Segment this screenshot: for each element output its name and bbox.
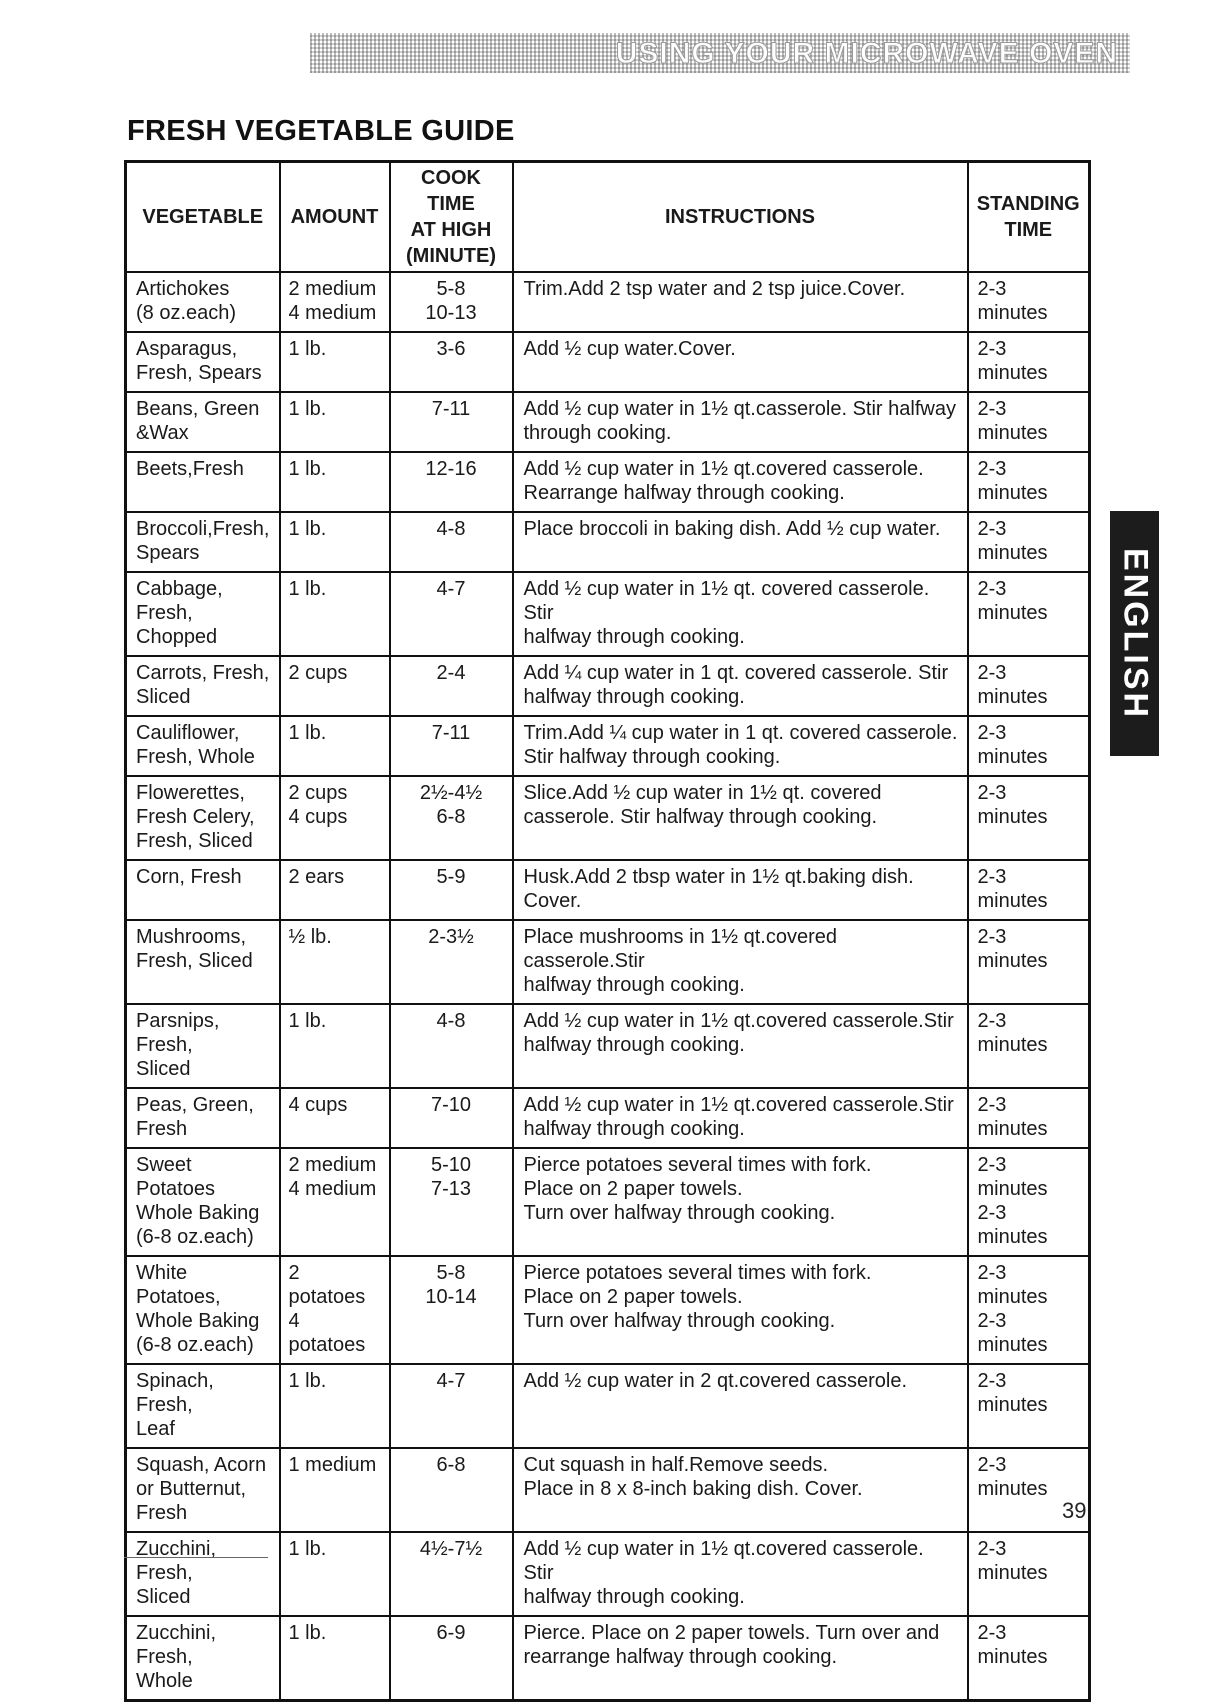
cell-vegetable: Carrots, Fresh, Sliced xyxy=(126,656,280,716)
cell-instructions: Add ½ cup water in 1½ qt. covered casserole. Stir halfway through cooking. xyxy=(513,572,968,656)
cell-standing-time: 2-3 minutes xyxy=(968,656,1090,716)
cell-instructions: Add ½ cup water.Cover. xyxy=(513,332,968,392)
cell-cook-time: 5-10 7-13 xyxy=(390,1148,513,1256)
table-body xyxy=(126,272,1090,1701)
cell-instructions: Trim.Add 2 tsp water and 2 tsp juice.Cover. xyxy=(513,272,968,332)
cell-vegetable: Broccoli,Fresh, Spears xyxy=(126,512,280,572)
cell-amount: 1 lb. xyxy=(280,1616,390,1701)
cell-vegetable: Zucchini, Fresh, Sliced xyxy=(126,1532,280,1616)
cell-cook-time: 6-8 xyxy=(390,1448,513,1532)
cell-amount: 2 cups xyxy=(280,656,390,716)
cell-amount: 2 cups 4 cups xyxy=(280,776,390,860)
table-row xyxy=(126,452,1090,512)
table-row xyxy=(126,860,1090,920)
cell-vegetable: Sweet Potatoes Whole Baking (6-8 oz.each) xyxy=(126,1148,280,1256)
cell-amount: 1 lb. xyxy=(280,1532,390,1616)
table-header xyxy=(126,162,1090,273)
cell-vegetable: Artichokes (8 oz.each) xyxy=(126,272,280,332)
cell-vegetable: Zucchini, Fresh, Whole xyxy=(126,1616,280,1701)
cell-vegetable: White Potatoes, Whole Baking (6-8 oz.each) xyxy=(126,1256,280,1364)
cell-instructions: Trim.Add ¼ cup water in 1 qt. covered casserole. Stir halfway through cooking. xyxy=(513,716,968,776)
cell-cook-time: 2½-4½ 6-8 xyxy=(390,776,513,860)
cell-standing-time: 2-3 minutes xyxy=(968,1004,1090,1088)
cell-instructions: Add ½ cup water in 2 qt.covered casserole. xyxy=(513,1364,968,1448)
cell-cook-time: 2-4 xyxy=(390,656,513,716)
cell-standing-time: 2-3 minutes xyxy=(968,512,1090,572)
cell-amount: 1 lb. xyxy=(280,392,390,452)
cell-vegetable: Beans, Green &Wax xyxy=(126,392,280,452)
cell-vegetable: Parsnips, Fresh, Sliced xyxy=(126,1004,280,1088)
cell-standing-time: 2-3 minutes xyxy=(968,920,1090,1004)
cell-instructions: Add ½ cup water in 1½ qt.covered casserole. Rearrange halfway through cooking. xyxy=(513,452,968,512)
cell-cook-time: 4-7 xyxy=(390,572,513,656)
cell-vegetable: Mushrooms, Fresh, Sliced xyxy=(126,920,280,1004)
cell-cook-time: 6-9 xyxy=(390,1616,513,1701)
vegetable-guide-table xyxy=(124,160,1091,1702)
cell-amount: 2 medium 4 medium xyxy=(280,1148,390,1256)
table-row xyxy=(126,656,1090,716)
table-row xyxy=(126,1616,1090,1701)
cell-instructions: Add ½ cup water in 1½ qt.covered casserole.Stir halfway through cooking. xyxy=(513,1088,968,1148)
cell-cook-time: 4-8 xyxy=(390,1004,513,1088)
cell-vegetable: Squash, Acorn or Butternut, Fresh xyxy=(126,1448,280,1532)
table-row xyxy=(126,1532,1090,1616)
cell-standing-time: 2-3 minutes xyxy=(968,392,1090,452)
cell-amount: ½ lb. xyxy=(280,920,390,1004)
cell-standing-time: 2-3 minutes xyxy=(968,1448,1090,1532)
cell-cook-time: 4-8 xyxy=(390,512,513,572)
cell-standing-time: 2-3 minutes xyxy=(968,860,1090,920)
table-row xyxy=(126,776,1090,860)
cell-instructions: Pierce. Place on 2 paper towels. Turn over and rearrange halfway through cooking. xyxy=(513,1616,968,1701)
table-row xyxy=(126,1148,1090,1256)
cell-vegetable: Spinach, Fresh, Leaf xyxy=(126,1364,280,1448)
cell-standing-time: 2-3 minutes xyxy=(968,716,1090,776)
cell-cook-time: 7-11 xyxy=(390,392,513,452)
section-header-text: USING YOUR MICROWAVE OVEN xyxy=(615,37,1118,70)
page-number: 39 xyxy=(1062,1498,1087,1523)
cell-amount: 2 medium 4 medium xyxy=(280,272,390,332)
cell-instructions: Pierce potatoes several times with fork. Place on 2 paper towels. Turn over halfway through cooking. xyxy=(513,1256,968,1364)
table-row xyxy=(126,332,1090,392)
cell-amount: 4 cups xyxy=(280,1088,390,1148)
cell-amount: 2 potatoes 4 potatoes xyxy=(280,1256,390,1364)
cell-standing-time: 2-3 minutes xyxy=(968,1088,1090,1148)
cell-vegetable: Flowerettes, Fresh Celery, Fresh, Sliced xyxy=(126,776,280,860)
cell-instructions: Place mushrooms in 1½ qt.covered casserole.Stir halfway through cooking. xyxy=(513,920,968,1004)
cell-amount: 1 lb. xyxy=(280,1364,390,1448)
cell-amount: 1 lb. xyxy=(280,1004,390,1088)
cell-cook-time: 12-16 xyxy=(390,452,513,512)
cell-instructions: Pierce potatoes several times with fork. Place on 2 paper towels. Turn over halfway through cooking. xyxy=(513,1148,968,1256)
cell-standing-time: 2-3 minutes xyxy=(968,1364,1090,1448)
cell-vegetable: Peas, Green, Fresh xyxy=(126,1088,280,1148)
cell-standing-time: 2-3 minutes xyxy=(968,452,1090,512)
table-row xyxy=(126,1364,1090,1448)
footer-rule xyxy=(124,1557,268,1558)
cell-cook-time: 3-6 xyxy=(390,332,513,392)
cell-instructions: Add ½ cup water in 1½ qt.covered casserole.Stir halfway through cooking. xyxy=(513,1004,968,1088)
header-standing-time: STANDING TIME xyxy=(968,162,1090,273)
table-header-row xyxy=(126,162,1090,273)
cell-cook-time: 5-9 xyxy=(390,860,513,920)
cell-vegetable: Asparagus, Fresh, Spears xyxy=(126,332,280,392)
cell-vegetable: Cauliflower, Fresh, Whole xyxy=(126,716,280,776)
cell-instructions: Husk.Add 2 tbsp water in 1½ qt.baking dish. Cover. xyxy=(513,860,968,920)
section-header-banner xyxy=(310,33,1130,73)
cell-instructions: Add ½ cup water in 1½ qt.covered casserole. Stir halfway through cooking. xyxy=(513,1532,968,1616)
cell-standing-time: 2-3 minutes xyxy=(968,272,1090,332)
table-row xyxy=(126,920,1090,1004)
cell-instructions: Add ½ cup water in 1½ qt.casserole. Stir halfway through cooking. xyxy=(513,392,968,452)
page-title: FRESH VEGETABLE GUIDE xyxy=(127,115,515,147)
table-row xyxy=(126,1088,1090,1148)
table-row xyxy=(126,572,1090,656)
table-row xyxy=(126,392,1090,452)
cell-standing-time: 2-3 minutes xyxy=(968,572,1090,656)
table-row xyxy=(126,512,1090,572)
cell-standing-time: 2-3 minutes xyxy=(968,332,1090,392)
cell-amount: 1 lb. xyxy=(280,332,390,392)
cell-cook-time: 2-3½ xyxy=(390,920,513,1004)
cell-amount: 1 lb. xyxy=(280,452,390,512)
cell-instructions: Slice.Add ½ cup water in 1½ qt. covered casserole. Stir halfway through cooking. xyxy=(513,776,968,860)
cell-instructions: Add ¼ cup water in 1 qt. covered casserole. Stir halfway through cooking. xyxy=(513,656,968,716)
cell-instructions: Place broccoli in baking dish. Add ½ cup water. xyxy=(513,512,968,572)
cell-cook-time: 7-11 xyxy=(390,716,513,776)
cell-amount: 1 medium xyxy=(280,1448,390,1532)
cell-cook-time: 4½-7½ xyxy=(390,1532,513,1616)
cell-vegetable: Beets,Fresh xyxy=(126,452,280,512)
header-amount: AMOUNT xyxy=(280,162,390,273)
cell-cook-time: 5-8 10-13 xyxy=(390,272,513,332)
header-instructions: INSTRUCTIONS xyxy=(513,162,968,273)
cell-instructions: Cut squash in half.Remove seeds. Place in 8 x 8-inch baking dish. Cover. xyxy=(513,1448,968,1532)
table-row xyxy=(126,1448,1090,1532)
cell-amount: 1 lb. xyxy=(280,572,390,656)
header-cook-time: COOK TIME AT HIGH (MINUTE) xyxy=(390,162,513,273)
header-vegetable: VEGETABLE xyxy=(126,162,280,273)
language-side-tab xyxy=(1110,511,1159,756)
cell-standing-time: 2-3 minutes 2-3 minutes xyxy=(968,1256,1090,1364)
cell-cook-time: 5-8 10-14 xyxy=(390,1256,513,1364)
table-row xyxy=(126,716,1090,776)
cell-vegetable: Corn, Fresh xyxy=(126,860,280,920)
table-row xyxy=(126,1256,1090,1364)
cell-standing-time: 2-3 minutes 2-3 minutes xyxy=(968,1148,1090,1256)
table-row xyxy=(126,272,1090,332)
cell-standing-time: 2-3 minutes xyxy=(968,1532,1090,1616)
cell-amount: 2 ears xyxy=(280,860,390,920)
cell-amount: 1 lb. xyxy=(280,716,390,776)
cell-cook-time: 4-7 xyxy=(390,1364,513,1448)
table-row xyxy=(126,1004,1090,1088)
cell-amount: 1 lb. xyxy=(280,512,390,572)
cell-cook-time: 7-10 xyxy=(390,1088,513,1148)
cell-vegetable: Cabbage, Fresh, Chopped xyxy=(126,572,280,656)
cell-standing-time: 2-3 minutes xyxy=(968,776,1090,860)
language-side-tab-label: ENGLISH xyxy=(1116,547,1154,720)
cell-standing-time: 2-3 minutes xyxy=(968,1616,1090,1701)
